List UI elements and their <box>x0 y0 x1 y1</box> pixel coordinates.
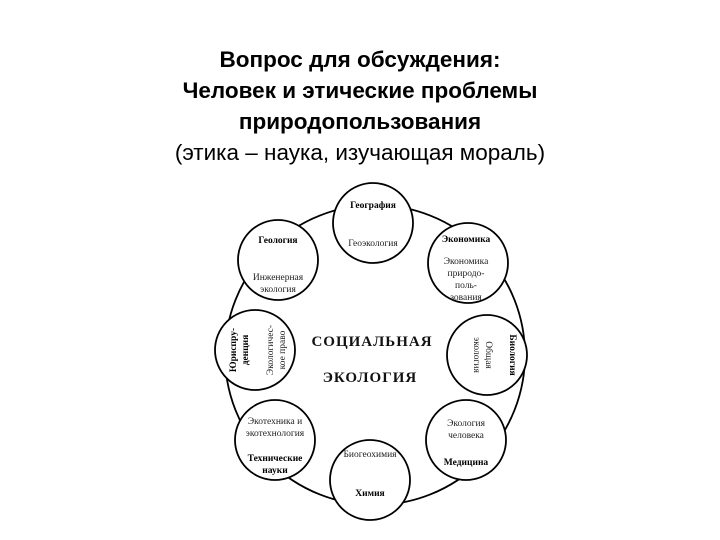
circle-biology <box>447 315 527 395</box>
ecotechnics-label-1: Экотехника и <box>247 417 303 427</box>
geoecology-label: Геоэкология <box>348 239 398 249</box>
env-economics-label-3: поль- <box>455 281 477 291</box>
circle-medicine <box>426 400 506 480</box>
env-economics-label-1: Экономика <box>443 257 489 267</box>
general-ecology-label-1: Общая <box>483 341 493 369</box>
geography-label: География <box>350 201 396 211</box>
circle-chemistry <box>330 440 410 520</box>
title-line-2: Человек и этические проблемы <box>182 78 538 103</box>
human-ecology-label-2: человека <box>448 431 484 441</box>
geology-label: Геология <box>258 236 298 246</box>
circle-geography <box>333 183 413 263</box>
env-economics-label-2: природо- <box>447 269 485 279</box>
ecotechnics-label-2: экотехнология <box>245 429 305 439</box>
engineering-ecology-label-1: Инженерная <box>252 273 304 283</box>
title-line-3: природопользования <box>238 109 482 134</box>
environmental-law-label-1: Экологичес- <box>266 324 276 376</box>
circle-geology <box>238 220 318 300</box>
title-line-4: (этика – наука, изучающая мораль) <box>174 140 546 165</box>
circle-technical-sciences <box>235 400 315 480</box>
title-line-1: Вопрос для обсуждения: <box>219 47 501 72</box>
economics-label: Экономика <box>441 235 491 245</box>
center-label-line-1: СОЦИАЛЬНАЯ <box>311 334 433 350</box>
center-label-line-2: ЭКОЛОГИЯ <box>322 370 418 386</box>
geography-circle-shape <box>333 183 413 263</box>
medicine-label: Медицина <box>443 458 489 468</box>
jurisprudence-label-2: денция <box>241 334 251 366</box>
biology-label: Биология <box>507 334 517 376</box>
circle-jurisprudence <box>215 310 295 390</box>
technical-sciences-label-1: Технические <box>247 454 303 464</box>
environmental-law-label-2: кое право <box>278 330 288 370</box>
general-ecology-label-2: экология <box>471 337 481 373</box>
circle-economics <box>428 223 508 303</box>
engineering-ecology-label-2: экология <box>260 285 296 295</box>
biogeochemistry-label: Биогеохимия <box>343 450 397 460</box>
env-economics-label-4: зования <box>450 293 482 303</box>
technical-sciences-label-2: науки <box>262 466 288 476</box>
human-ecology-label-1: Экология <box>447 419 485 429</box>
chemistry-label: Химия <box>355 489 385 499</box>
jurisprudence-label-1: Юриспру- <box>229 327 239 373</box>
